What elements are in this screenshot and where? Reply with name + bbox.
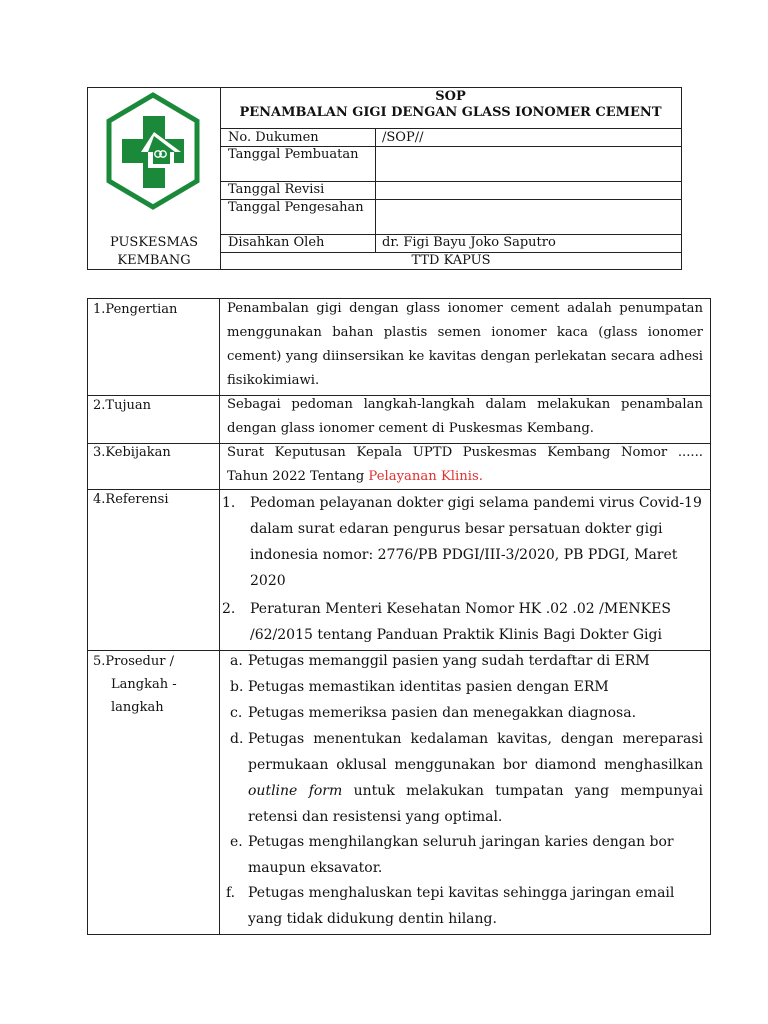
signature-label: TTD KAPUS xyxy=(411,253,491,268)
kebijakan-text xyxy=(227,441,703,489)
referensi-item-2: Peraturan Menteri Kesehatan Nomor HK .02 .02 /MENKES /62/2015 tentang Panduan Praktik Klinis Bagi Dokter Gigi xyxy=(250,601,671,643)
step-letter-f: f. xyxy=(226,885,236,901)
revision-date-label: Tanggal Revisi xyxy=(228,182,325,197)
created-date-label: Tanggal Pembuatan xyxy=(228,147,359,162)
step-letter-c: c. xyxy=(230,705,243,721)
puskesmas-logo xyxy=(103,92,203,210)
approval-date-label: Tanggal Pengesahan xyxy=(228,200,364,215)
referensi-number-1: 1. xyxy=(222,495,236,511)
step-d-text-after: untuk melakukan tumpatan yang mempunyai retensi dan resistensi yang optimal. xyxy=(248,783,704,825)
step-letter-a: a. xyxy=(230,653,243,669)
kebijakan-label: 3.Kebijakan xyxy=(93,445,171,460)
tujuan-text: Sebagai pedoman langkah-langkah dalam melakukan penambalan dengan glass ionomer cement di Puskesmas Kembang. xyxy=(227,397,703,436)
org-name-line1: PUSKESMAS xyxy=(109,235,199,250)
pengertian-label: 1.Pengertian xyxy=(93,302,178,317)
org-name-line2: KEMBANG xyxy=(117,253,191,268)
prosedur-label-line3: langkah xyxy=(111,700,164,715)
referensi-label: 4.Referensi xyxy=(93,492,169,507)
approved-by-label: Disahkan Oleh xyxy=(228,235,325,250)
kebijakan-text-main: Surat Keputusan Kepala UPTD Puskesmas Kembang Nomor ...... Tahun 2022 Tentang xyxy=(227,445,703,484)
step-letter-d: d. xyxy=(230,731,244,747)
step-d-text-italic: outline form xyxy=(248,783,343,799)
doc-number-value: /SOP// xyxy=(382,130,424,145)
pengertian-text: Penambalan gigi dengan glass ionomer cement adalah penumpatan menggunakan bahan plastis semen ionomer kaca (glass ionomer cement) yang diinsersikan ke kavitas dengan perlekatan secara adhesi fisikokimiawi. xyxy=(227,301,703,388)
puskesmas-cross-logo-icon xyxy=(103,92,203,210)
kebijakan-text-highlight: Pelayanan Klinis. xyxy=(368,469,483,484)
prosedur-label-line1: 5.Prosedur / xyxy=(93,654,174,669)
approved-by-value: dr. Figi Bayu Joko Saputro xyxy=(382,235,556,250)
step-c: Petugas memeriksa pasien dan menegakkan diagnosa. xyxy=(248,705,637,721)
referensi-number-2: 2. xyxy=(222,601,236,617)
step-f: Petugas menghaluskan tepi kavitas sehingga jaringan email yang tidak didukung dentin hilang. xyxy=(248,885,675,927)
step-d-text-before: Petugas menentukan kedalaman kavitas, dengan mereparasi permukaan oklusal menggunakan bor diamond menghasilkan xyxy=(248,731,703,773)
step-e: Petugas menghilangkan seluruh jaringan karies dengan bor maupun eksavator. xyxy=(248,834,674,876)
step-b: Petugas memastikan identitas pasien dengan ERM xyxy=(248,679,609,695)
prosedur-label-line2: Langkah - xyxy=(111,677,177,692)
tujuan-label: 2.Tujuan xyxy=(93,398,151,413)
referensi-item-1: Pedoman pelayanan dokter gigi selama pandemi virus Covid-19 dalam surat edaran pengurus besar persatuan dokter gigi indonesia nomor: 2776/PB PDGI/III-3/2020, PB PDGI, Maret 2020 xyxy=(250,495,702,589)
step-letter-e: e. xyxy=(230,834,243,850)
sop-title: PENAMBALAN GIGI DENGAN GLASS IONOMER CEMENT xyxy=(239,105,662,120)
doc-number-label: No. Dukumen xyxy=(228,130,319,145)
step-letter-b: b. xyxy=(230,679,244,695)
step-a: Petugas memanggil pasien yang sudah terdaftar di ERM xyxy=(248,653,650,669)
sop-label: SOP xyxy=(435,89,466,104)
step-d xyxy=(248,726,703,830)
